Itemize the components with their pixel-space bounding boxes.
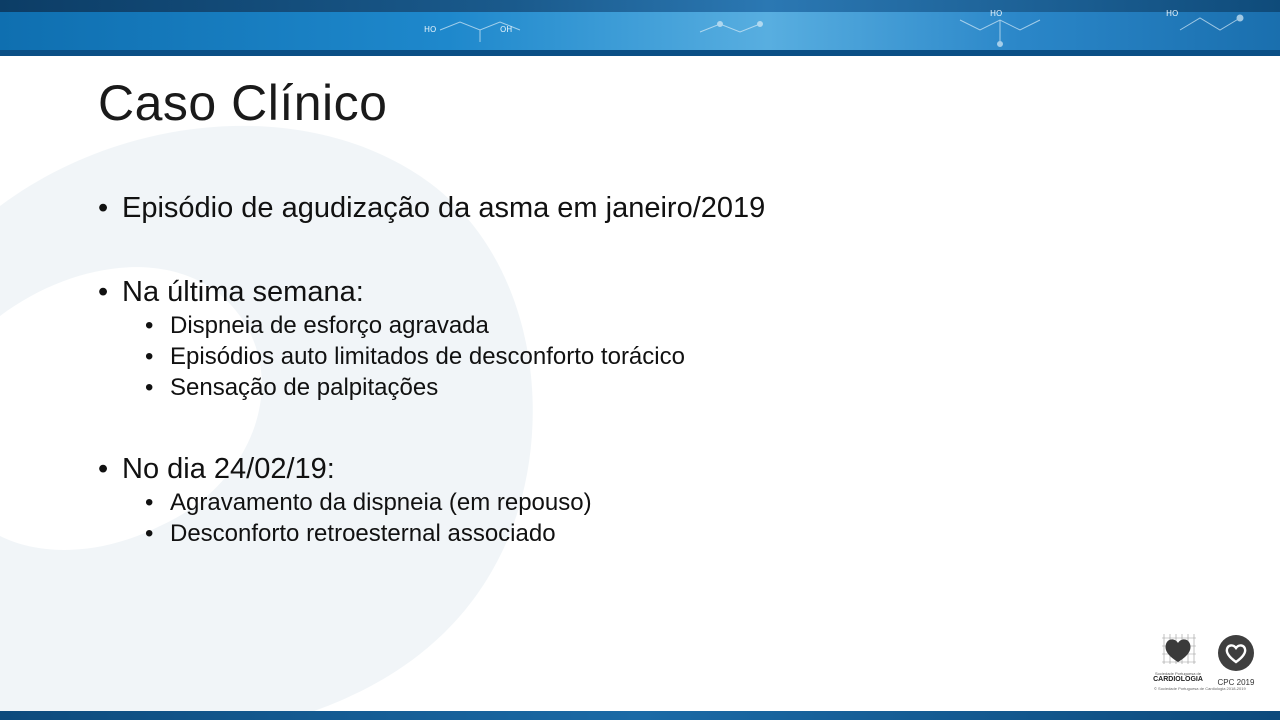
bullet-text: Na última semana: — [122, 276, 364, 308]
sub-bullet-item — [98, 518, 998, 549]
sub-bullet-item — [98, 372, 998, 403]
sub-bullet-item — [98, 487, 998, 518]
spc-name: CARDIOLOGIA — [1153, 676, 1203, 683]
copyright-text: © Sociedade Portuguesa de Cardiologia 2018-2019 — [1154, 686, 1246, 691]
formula-label: HO — [990, 9, 1003, 18]
spc-small-text: Sociedade Portuguesa de — [1154, 671, 1202, 676]
bullet-dot-icon: • — [145, 343, 154, 370]
heart-grid-icon — [1160, 632, 1196, 666]
bullet-dot-icon: • — [145, 312, 154, 339]
slide-content — [98, 190, 998, 549]
bullet-dot-icon: • — [145, 489, 154, 516]
sub-bullet-text: Dispneia de esforço agravada — [170, 312, 489, 339]
top-banner — [0, 0, 1280, 56]
sub-bullet-text: Agravamento da dispneia (em repouso) — [170, 489, 592, 516]
bullet-item — [98, 451, 998, 487]
bullet-dot-icon: • — [98, 192, 109, 224]
bullet-text: Episódio de agudização da asma em janeiro/2019 — [122, 192, 766, 224]
bottom-bar — [0, 711, 1280, 720]
bullet-dot-icon: • — [98, 453, 109, 485]
bullet-item — [98, 274, 998, 310]
cpc-heart-icon — [1217, 634, 1255, 672]
cpc-logo — [1214, 634, 1258, 687]
sub-bullet-item — [98, 310, 998, 341]
bullet-item — [98, 190, 998, 226]
bullet-dot-icon: • — [145, 374, 154, 401]
slide-title: Caso Clínico — [98, 75, 388, 131]
sub-bullet-item — [98, 341, 998, 372]
sub-bullet-text: Episódios auto limitados de desconforto torácico — [170, 343, 685, 370]
spc-logo — [1150, 632, 1206, 684]
bullet-dot-icon: • — [98, 276, 109, 308]
molecule-pattern-icon — [0, 0, 1280, 56]
bullet-dot-icon: • — [145, 520, 154, 547]
sub-bullet-text: Sensação de palpitações — [170, 374, 439, 401]
bullet-text: No dia 24/02/19: — [122, 453, 335, 485]
sub-bullet-text: Desconforto retroesternal associado — [170, 520, 556, 547]
formula-label: OH — [500, 25, 513, 34]
cpc-label: CPC 2019 — [1217, 678, 1255, 687]
formula-label: HO — [1166, 9, 1179, 18]
formula-label: HO — [424, 25, 437, 34]
